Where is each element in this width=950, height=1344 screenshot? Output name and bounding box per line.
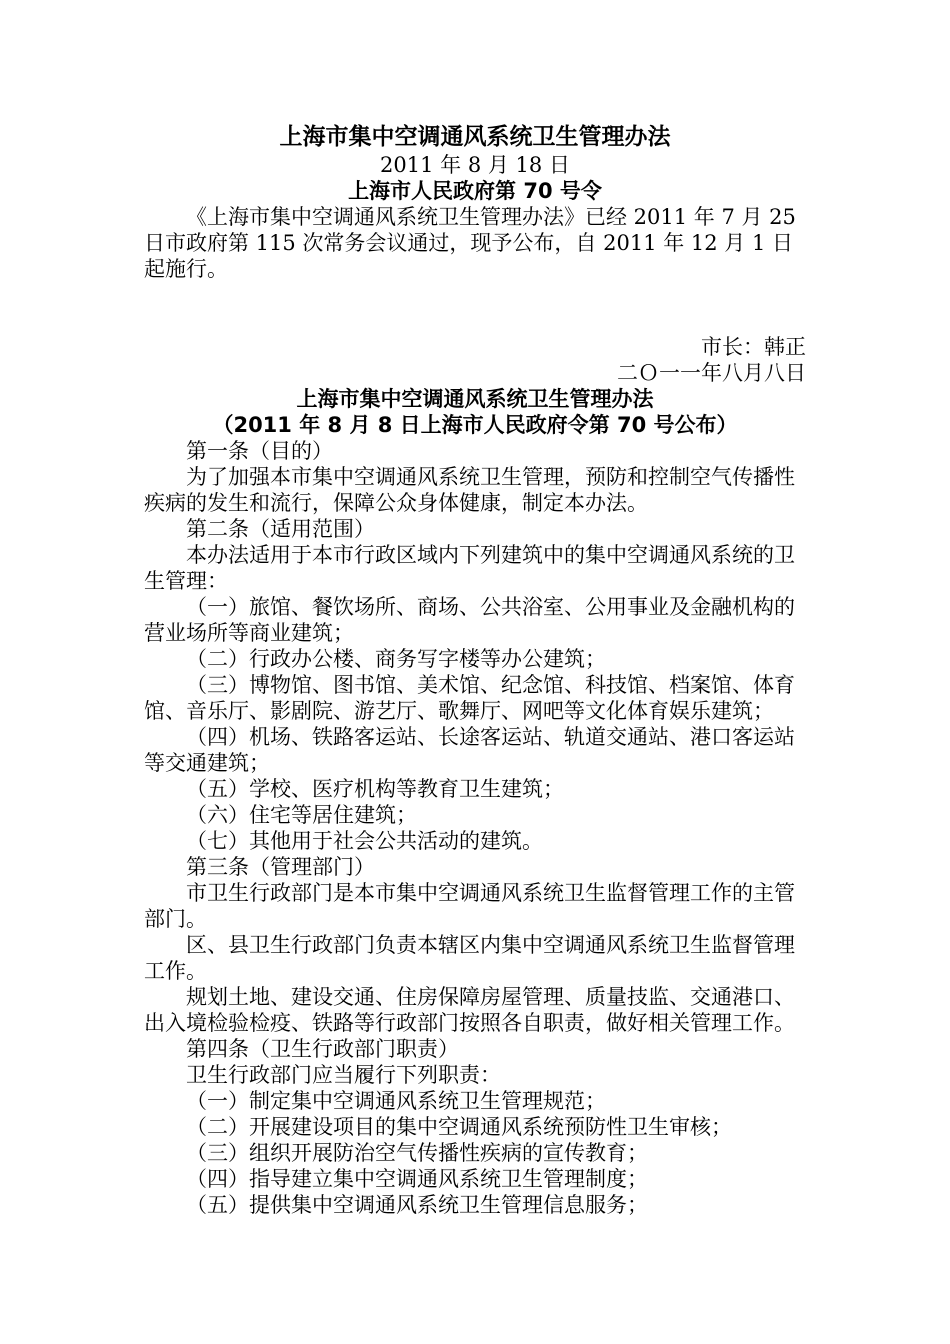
article-heading: 第二条（适用范围）: [186, 517, 375, 541]
body-paragraph: 本办法适用于本市行政区域内下列建筑中的集中空调通风系统的卫生管理：: [144, 543, 795, 593]
body-paragraph: 卫生行政部门应当履行下列职责：: [186, 1063, 501, 1087]
section-subtitle: （2011 年 8 月 8 日上海市人民政府令第 70 号公布）: [212, 413, 738, 437]
list-item: （七）其他用于社会公共活动的建筑。: [186, 829, 543, 853]
document-date: 2011 年 8 月 18 日: [380, 153, 570, 177]
document-page: [144, 122, 806, 1218]
list-item: （一）旅馆、餐饮场所、商场、公共浴室、公用事业及金融机构的营业场所等商业建筑；: [144, 595, 795, 645]
document-title: 上海市集中空调通风系统卫生管理办法: [279, 124, 671, 150]
article-heading: 第四条（卫生行政部门职责）: [186, 1037, 459, 1061]
list-item: （六）住宅等居住建筑；: [186, 803, 417, 827]
body-paragraph: 区、县卫生行政部门负责本辖区内集中空调通风系统卫生监督管理工作。: [144, 933, 795, 983]
list-item: （二）开展建设项目的集中空调通风系统预防性卫生审核；: [186, 1115, 732, 1139]
list-item: （三）博物馆、图书馆、美术馆、纪念馆、科技馆、档案馆、体育馆、音乐厅、影剧院、游艺厅、歌舞厅、网吧等文化体育娱乐建筑；: [144, 673, 795, 723]
section-title: 上海市集中空调通风系统卫生管理办法: [296, 387, 654, 411]
list-item: （四）机场、铁路客运站、长途客运站、轨道交通站、港口客运站等交通建筑；: [144, 725, 795, 775]
order-number: 上海市人民政府第 70 号令: [348, 179, 602, 203]
article-heading: 第一条（目的）: [186, 439, 333, 463]
article-heading: 第三条（管理部门）: [186, 855, 375, 879]
list-item: （五）提供集中空调通风系统卫生管理信息服务；: [186, 1193, 648, 1217]
signature-date: 二Ｏ一一年八月八日: [617, 361, 806, 385]
body-paragraph: 市卫生行政部门是本市集中空调通风系统卫生监督管理工作的主管部门。: [144, 881, 795, 931]
body-paragraph: 为了加强本市集中空调通风系统卫生管理，预防和控制空气传播性疾病的发生和流行，保障公众身体健康，制定本办法。: [144, 465, 795, 515]
list-item: （五）学校、医疗机构等教育卫生建筑；: [186, 777, 564, 801]
intro-paragraph: 《上海市集中空调通风系统卫生管理办法》已经 2011 年 7 月 25 日市政府第 115 次常务会议通过，现予公布，自 2011 年 12 月 1 日起施行。: [144, 205, 803, 281]
list-item: （四）指导建立集中空调通风系统卫生管理制度；: [186, 1167, 648, 1191]
spacer: [144, 282, 806, 334]
mayor-signature: 市长：韩正: [701, 335, 806, 359]
body-paragraph: 规划土地、建设交通、住房保障房屋管理、质量技监、交通港口、出入境检验检疫、铁路等行政部门按照各自职责，做好相关管理工作。: [144, 985, 795, 1035]
list-item: （二）行政办公楼、商务写字楼等办公建筑；: [186, 647, 606, 671]
list-item: （一）制定集中空调通风系统卫生管理规范；: [186, 1089, 606, 1113]
list-item: （三）组织开展防治空气传播性疾病的宣传教育；: [186, 1141, 648, 1165]
